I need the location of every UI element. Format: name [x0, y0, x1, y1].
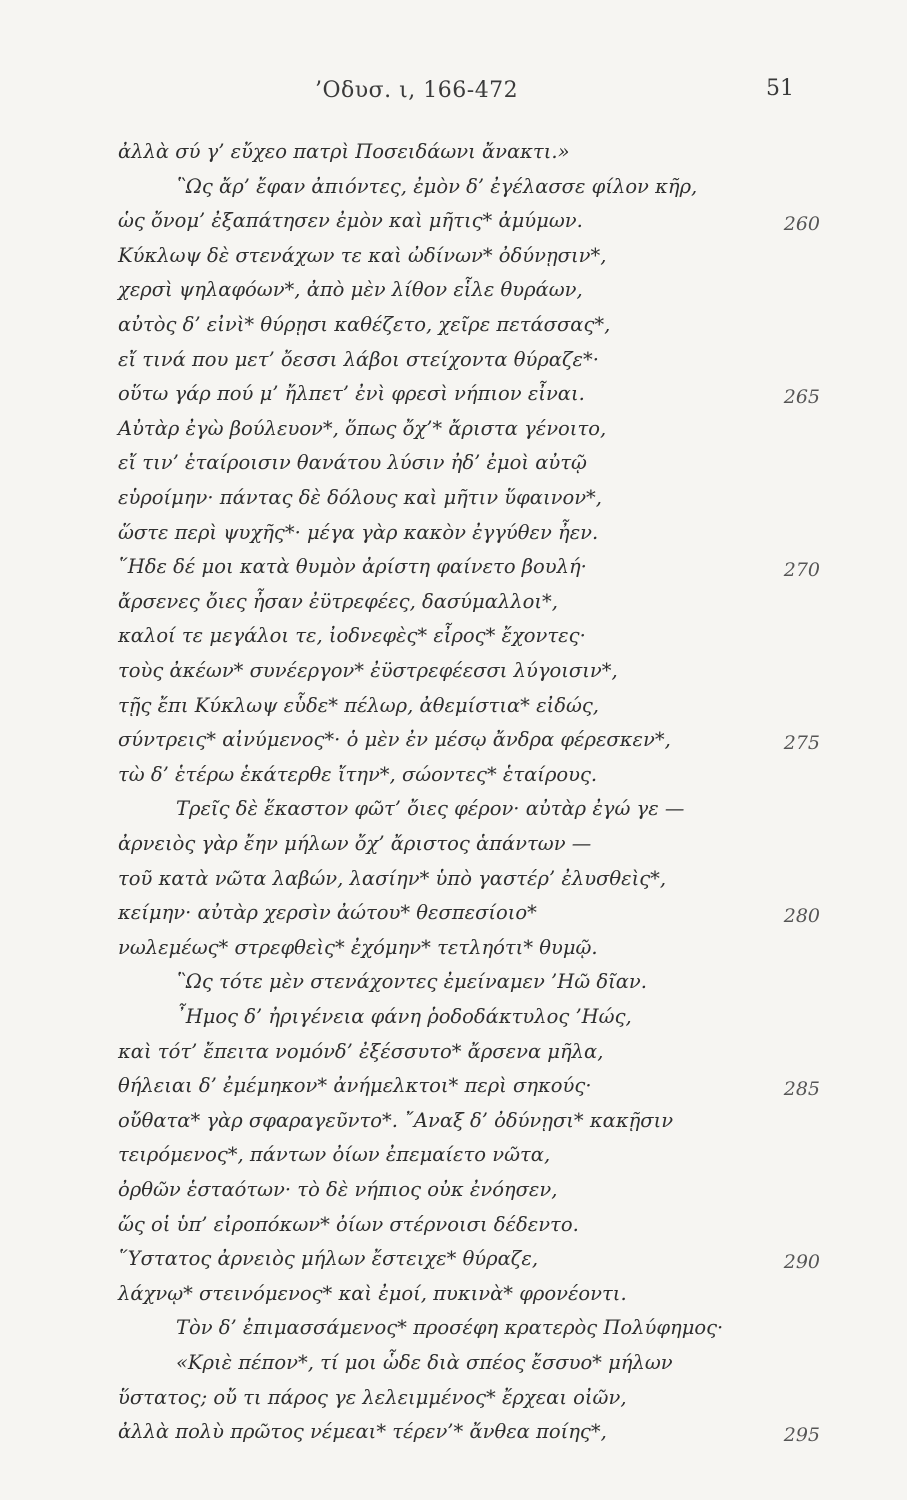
- verse-line: Τὸν δ’ ἐπιμασσάμενος* προσέφη κρατερὸς Πολύφημος·: [176, 1316, 724, 1339]
- line-number: 265: [783, 386, 820, 408]
- verse-line: καλοί τε μεγάλοι τε, ἰοδνεφὲς* εἶρος* ἔχοντες·: [118, 624, 586, 647]
- verse-line: οὕτω γάρ πού μ’ ἤλπετ’ ἐνὶ φρεσὶ νήπιον εἶναι.: [118, 382, 585, 405]
- verse-line: ὥς οἱ ὑπ’ εἰροπόκων* ὀίων στέρνοισι δέδεντο.: [118, 1213, 579, 1236]
- verse-line: ῝Ως ἄρ’ ἔφαν ἀπιόντες, ἐμὸν δ’ ἐγέλασσε φίλον κῆρ,: [176, 175, 698, 198]
- line-number: 275: [783, 732, 820, 754]
- verse-line: οὔθατα* γὰρ σφαραγεῦντο*. ῎Αναξ δ’ ὀδύνῃσι* κακῇσιν: [118, 1109, 674, 1132]
- verse-line: τὼ δ’ ἑτέρω ἑκάτερθε ἴτην*, σώοντες* ἑταίρους.: [118, 763, 598, 786]
- verse-line: ὥστε περὶ ψυχῆς*· μέγα γὰρ κακὸν ἐγγύθεν ἦεν.: [118, 521, 599, 544]
- running-head: ’Οδυσ. ι, 166-472: [315, 78, 519, 103]
- verse-line: εὑροίμην· πάντας δὲ δόλους καὶ μῆτιν ὕφαινον*,: [118, 486, 603, 509]
- page-number: 51: [766, 76, 794, 101]
- verse-line: ῞Υστατος ἀρνειὸς μήλων ἔστειχε* θύραζε,: [118, 1247, 539, 1270]
- verse-line: νωλεμέως* στρεφθεὶς* ἐχόμην* τετληότι* θυμῷ.: [118, 936, 598, 959]
- verse-line: ῞Ηδε δέ μοι κατὰ θυμὸν ἀρίστη φαίνετο βουλή·: [118, 555, 587, 578]
- verse-line: αὐτὸς δ’ εἰνὶ* θύρῃσι καθέζετο, χεῖρε πετάσσας*,: [118, 313, 611, 336]
- line-number: 270: [783, 559, 820, 581]
- verse-line: ἀλλὰ πολὺ πρῶτος νέμεαι* τέρεν’* ἄνθεα ποίης*,: [118, 1420, 607, 1443]
- verse-line: ἀλλὰ σύ γ’ εὔχεο πατρὶ Ποσειδάωνι ἄνακτι.»: [118, 140, 570, 163]
- verse-line: κείμην· αὐτὰρ χερσὶν ἀώτου* θεσπεσίοιο*: [118, 901, 537, 924]
- verse-line: τοὺς ἀκέων* συνέεργον* ἐϋστρεφέεσσι λύγοισιν*,: [118, 659, 618, 682]
- verse-line: λάχνῳ* στεινόμενος* καὶ ἐμοί, πυκινὰ* φρονέοντι.: [118, 1282, 627, 1305]
- line-number: 260: [783, 213, 820, 235]
- verse-line: ἀρνειὸς γὰρ ἔην μήλων ὄχ’ ἄριστος ἁπάντων —: [118, 832, 592, 855]
- verse-line: τῇς ἔπι Κύκλωψ εὗδε* πέλωρ, ἀθεμίστια* εἰδώς,: [118, 694, 599, 717]
- verse-line: τειρόμενος*, πάντων ὀίων ἐπεμαίετο νῶτα,: [118, 1143, 551, 1166]
- verse-line: ὀρθῶν ἑσταότων· τὸ δὲ νήπιος οὐκ ἐνόησεν,: [118, 1178, 558, 1201]
- verse-line: εἴ τινά που μετ’ ὄεσσι λάβοι στείχοντα θύραζε*·: [118, 348, 599, 371]
- verse-line: ὕστατος; οὔ τι πάρος γε λελειμμένος* ἔρχεαι οἰῶν,: [118, 1386, 627, 1409]
- verse-line: «Κριὲ πέπον*, τί μοι ὧδε διὰ σπέος ἔσσυο* μήλων: [176, 1351, 673, 1374]
- verse-line: ὡς ὄνομ’ ἐξαπάτησεν ἐμὸν καὶ μῆτις* ἀμύμων.: [118, 209, 583, 232]
- verse-line: καὶ τότ’ ἔπειτα νομόνδ’ ἐξέσσυτο* ἄρσενα μῆλα,: [118, 1040, 604, 1063]
- verse-line: ἄρσενες ὄιες ἦσαν ἐϋτρεφέες, δασύμαλλοι*,: [118, 590, 558, 613]
- verse-line: Κύκλωψ δὲ στενάχων τε καὶ ὠδίνων* ὀδύνῃσιν*,: [118, 244, 607, 267]
- verse-line: ῏Ημος δ’ ἠριγένεια φάνη ῥοδοδάκτυλος ’Ηώς,: [176, 1005, 632, 1028]
- verse-line: τοῦ κατὰ νῶτα λαβών, λασίην* ὑπὸ γαστέρ’ ἐλυσθεὶς*,: [118, 867, 667, 890]
- verse-line: ῝Ως τότε μὲν στενάχοντες ἐμείναμεν ’Ηῶ δῖαν.: [176, 970, 647, 993]
- line-number: 295: [783, 1424, 820, 1446]
- verse-line: χερσὶ ψηλαφόων*, ἀπὸ μὲν λίθον εἷλε θυράων,: [118, 278, 583, 301]
- verse-line: θήλειαι δ’ ἐμέμηκον* ἀνήμελκτοι* περὶ σηκούς·: [118, 1074, 592, 1097]
- verse-line: Αὐτὰρ ἐγὼ βούλευον*, ὅπως ὄχ’* ἄριστα γένοιτο,: [118, 417, 607, 440]
- line-number: 280: [783, 905, 820, 927]
- line-number: 290: [783, 1251, 820, 1273]
- line-number: 285: [783, 1078, 820, 1100]
- verse-line: Τρεῖς δὲ ἕκαστον φῶτ’ ὄιες φέρον· αὐτὰρ ἐγώ γε —: [176, 797, 685, 820]
- verse-line: σύντρεις* αἰνύμενος*· ὁ μὲν ἐν μέσῳ ἄνδρα φέρεσκεν*,: [118, 728, 671, 751]
- verse-line: εἴ τιν’ ἑταίροισιν θανάτου λύσιν ἠδ’ ἐμοὶ αὐτῷ: [118, 451, 587, 474]
